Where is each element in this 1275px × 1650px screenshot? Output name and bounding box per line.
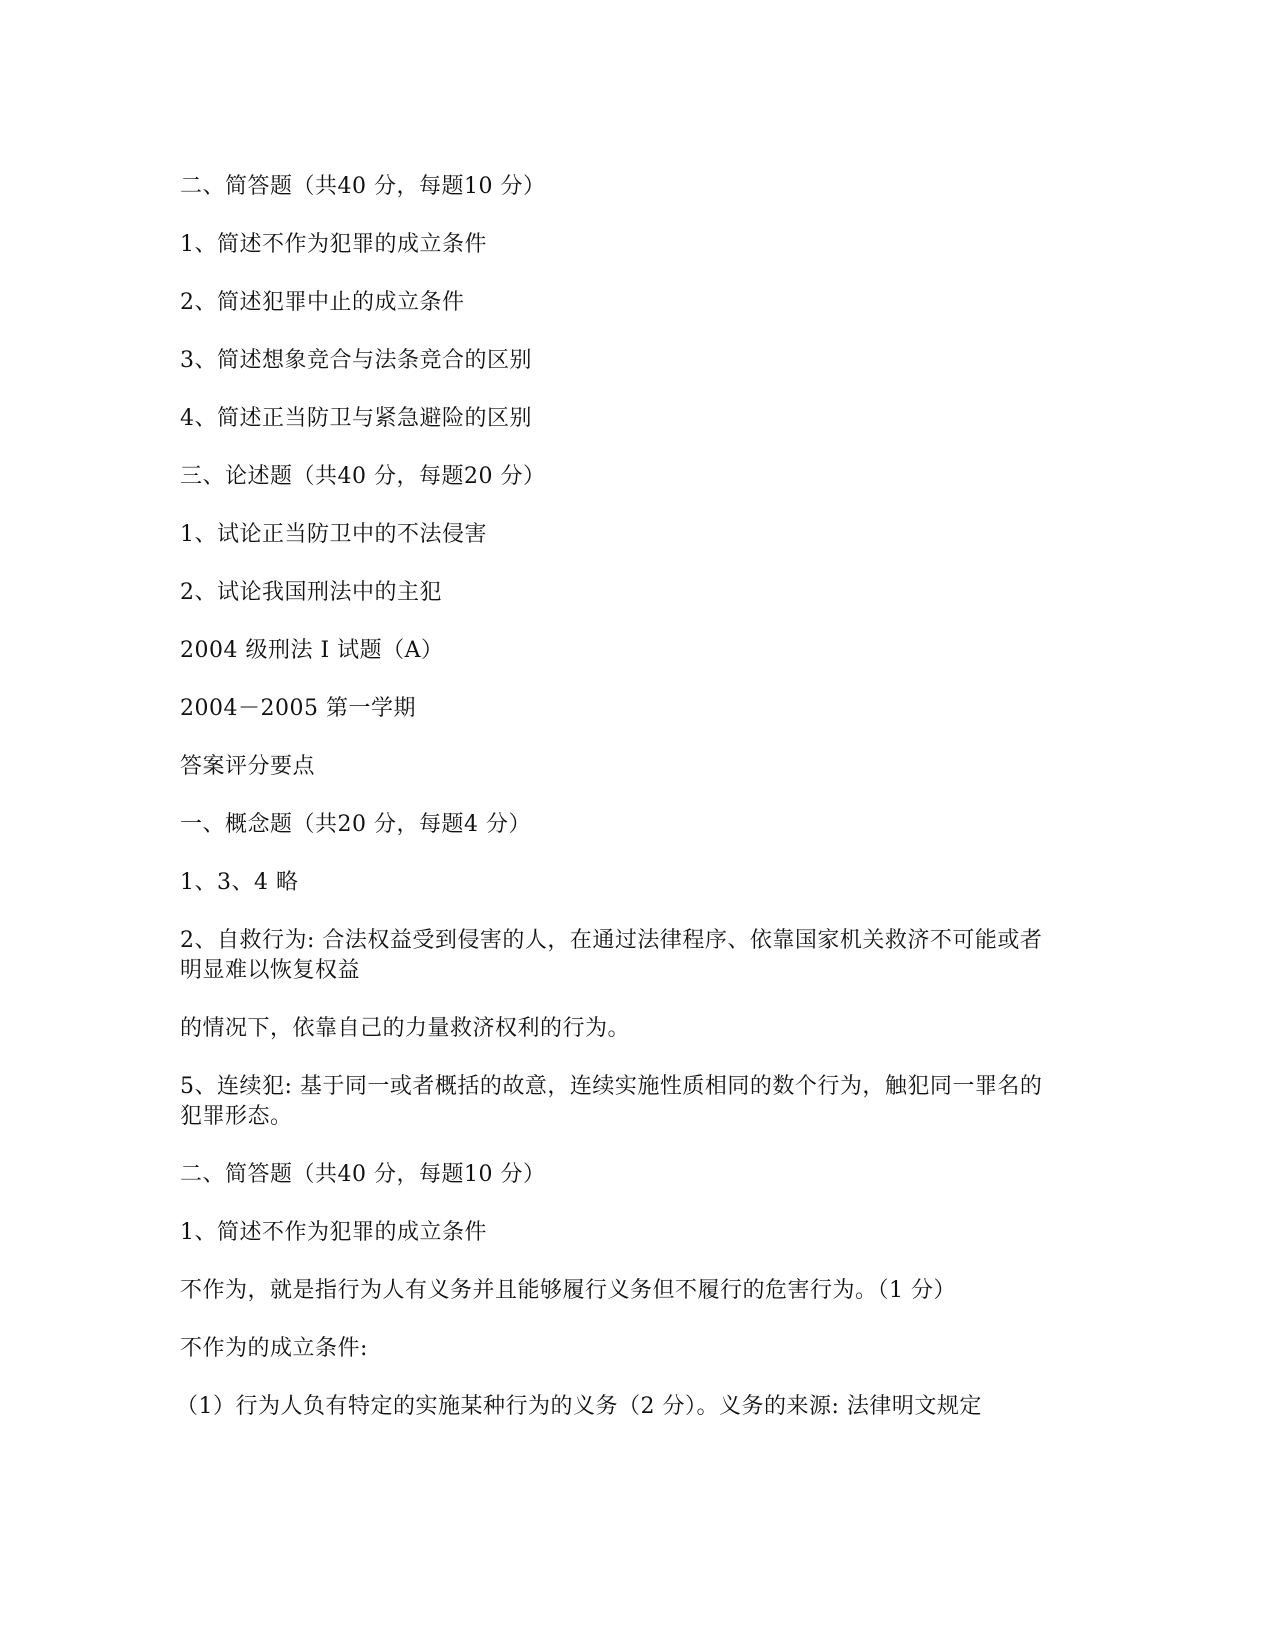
question-item: 2、试论我国刑法中的主犯 [180,580,442,605]
answer-paragraph: 2、自救行为: 合法权益受到侵害的人，在通过法律程序、依靠国家机关救济不可能或者明显难以恢复权益 [180,928,1043,983]
answer-subheading: 不作为的成立条件: [180,1336,368,1361]
section-heading-short-answer: 二、简答题（共40 分，每题10 分） [180,1162,546,1187]
answer-paragraph: 不作为，就是指行为人有义务并且能够履行义务但不履行的危害行为。（1 分） [180,1278,956,1303]
section-heading-essay: 三、论述题（共40 分，每题20 分） [180,464,546,489]
question-item: 4、简述正当防卫与紧急避险的区别 [180,406,532,431]
answer-paragraph-continued: 的情况下，依靠自己的力量救济权利的行为。 [180,1016,631,1041]
question-item: 1、试论正当防卫中的不法侵害 [180,522,487,547]
question-item: 2、简述犯罪中止的成立条件 [180,290,465,315]
question-item: 1、简述不作为犯罪的成立条件 [180,232,487,257]
exam-term: 2004－2005 第一学期 [180,696,416,721]
question-item: 1、简述不作为犯罪的成立条件 [180,1220,487,1245]
section-heading-short-answer: 二、简答题（共40 分，每题10 分） [180,174,546,199]
exam-title: 2004 级刑法 I 试题（A） [180,638,444,663]
question-item: 3、简述想象竞合与法条竞合的区别 [180,348,532,373]
answer-paragraph: 5、连续犯: 基于同一或者概括的故意，连续实施性质相同的数个行为，触犯同一罪名的犯罪形态。 [180,1074,1043,1129]
answer-paragraph: （1）行为人负有特定的实施某种行为的义务（2 分）。义务的来源: 法律明文规定 [176,1394,982,1419]
section-heading-concepts: 一、概念题（共20 分，每题4 分） [180,812,531,837]
answer-item: 1、3、4 略 [180,870,299,895]
answer-key-heading: 答案评分要点 [180,754,316,779]
